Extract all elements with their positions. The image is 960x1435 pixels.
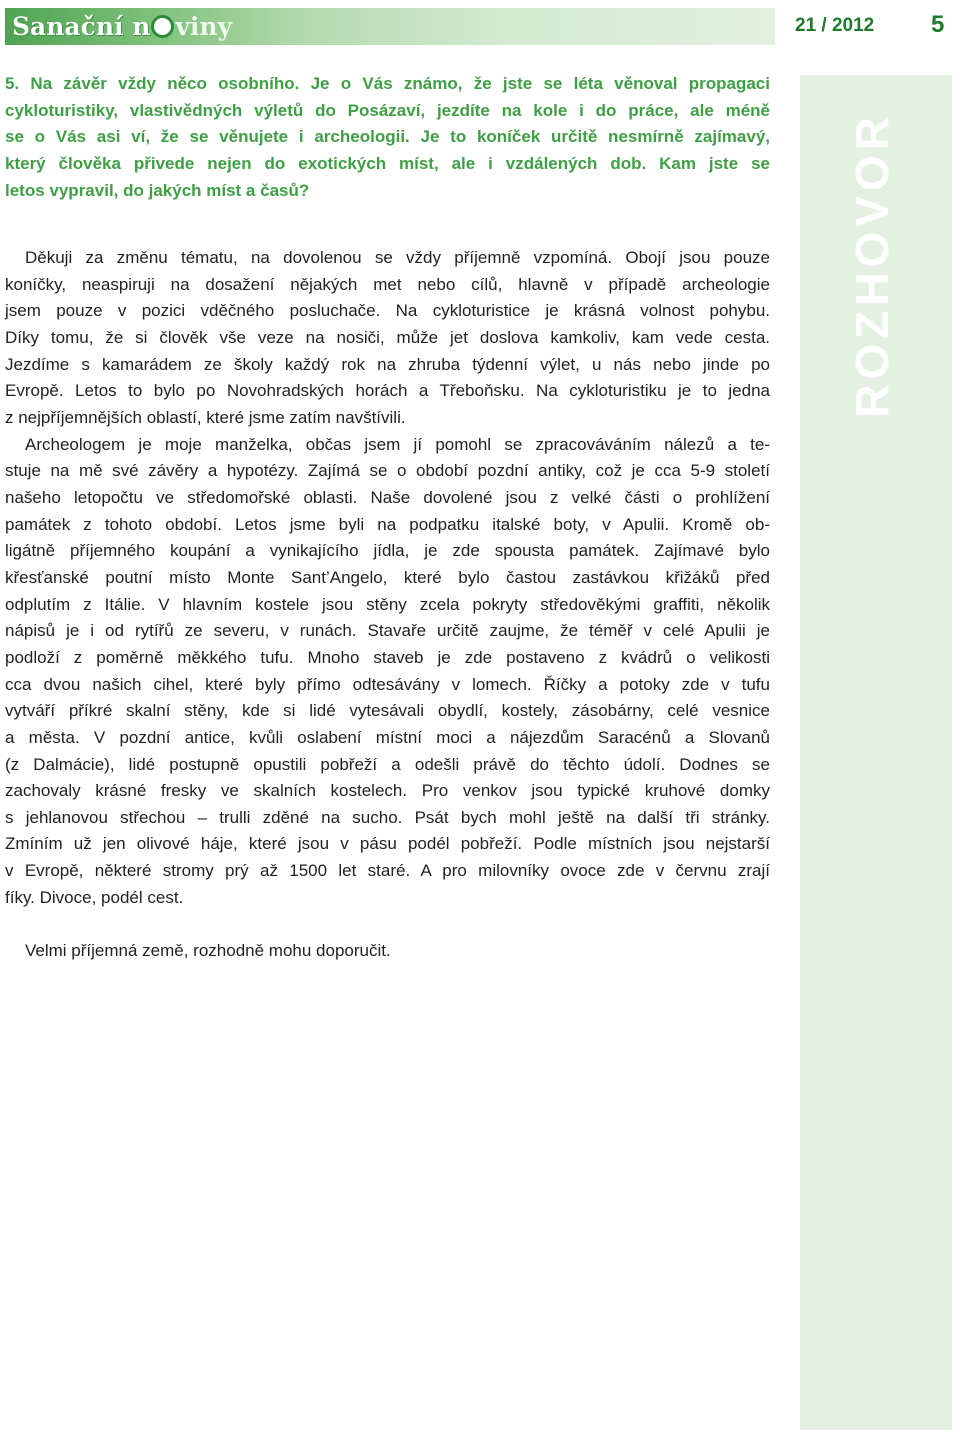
answer-line: Jezdíme s kamarádem ze školy každý rok na zhruba týdenní výlet, u nás nebo jinde po xyxy=(5,354,770,374)
answer-line: našeho letopočtu ve středomořské oblasti. Naše dovolené jsou z velké části o prohlížení xyxy=(5,487,770,507)
answer-line: a města. V pozdní antice, kvůli oslabení místní moci a nájezdům Saracénů a Slovanů xyxy=(5,727,770,747)
interview-answer xyxy=(5,245,770,911)
closing-paragraph xyxy=(5,938,770,965)
answer-line: stuje na mě své závěry a hypotézy. Zajímá se o období pozdní antiky, což je cca 5-9 století xyxy=(5,461,770,481)
question-line: který člověka přivede nejen do exotických míst, ale i vzdálených dob. Kam jste se xyxy=(5,153,770,173)
question-line: 5. Na závěr vždy něco osobního. Je o Vás známo, že jste se léta věnoval propagaci xyxy=(5,74,770,93)
question-line: cykloturistiky, vlastivědných výletů do Posázaví, jezdíte na kole i do práce, ale méně xyxy=(5,100,770,120)
question-line: se o Vás asi ví, že se věnujete i archeologii. Je to koníček určitě nesmírně zajímavý, xyxy=(5,127,770,147)
page-number: 5 xyxy=(931,11,945,38)
masthead-title xyxy=(12,8,232,45)
answer-line: Zmíním už jen olivové háje, které jsou v pásu podél pobřeží. Podle místních jsou nejstarší xyxy=(5,834,770,854)
answer-line: Archeologem je moje manželka, občas jsem jí pomohl se zpracováváním nálezů a te- xyxy=(25,434,770,454)
answer-line: ligátně příjemného koupání a vynikajícího jídla, je zde spousta památek. Zajímavé bylo xyxy=(5,541,770,561)
closing-line: Velmi příjemná země, rozhodně mohu doporučit. xyxy=(25,941,391,961)
answer-line: jsem pouze v pozici vděčného posluchače. Na cykloturistice je krásná volnost pohybu. xyxy=(5,301,770,321)
answer-line: v Evropě, některé stromy prý až 1500 let staré. A pro milovníky ovoce zde v červnu zrají xyxy=(5,861,770,881)
answer-line: odplutím z Itálie. V hlavním kostele jsou stěny zcela pokryty středověkými graffiti, několik xyxy=(5,594,770,614)
answer-line: fíky. Divoce, podél cest. xyxy=(5,887,184,907)
answer-paragraph xyxy=(5,245,770,432)
answer-line: zachovaly krásné fresky ve skalních kostelech. Pro venkov jsou typické kruhové domky xyxy=(5,781,770,801)
article xyxy=(5,71,770,965)
section-label: ROZHOVOR xyxy=(846,112,898,418)
answer-line: nápisů je i od rytířů ze severu, v runách. Stavaře určitě zaujme, že téměř v celé Apulii je xyxy=(5,621,770,641)
interview-question xyxy=(5,71,770,204)
answer-line: vytváří příkré skalní stěny, kde si lidé vytesávali obydlí, kostely, zásobárny, celé vesnice xyxy=(5,701,770,721)
answer-line: Děkuji za změnu tématu, na dovolenou se vždy příjemně vzpomíná. Obojí jsou pouze xyxy=(25,248,770,268)
issue-number: 21 / 2012 xyxy=(795,15,875,36)
answer-line: památek z tohoto období. Letos jsme byli na podpatku italské boty, v Apulii. Kromě ob- xyxy=(5,514,770,534)
question-line: letos vypravil, do jakých míst a časů? xyxy=(5,180,310,200)
answer-line: s jehlanovou střechou – trulli zděné na sucho. Psát bych mohl ještě na další tři stránky. xyxy=(5,807,770,827)
answer-line: z nejpříjemnějších oblastí, které jsme zatím navštívili. xyxy=(5,407,406,427)
answer-line: křesťanské poutní místo Monte Sant’Angelo, které bylo častou zastávkou křižáků před xyxy=(5,567,770,587)
answer-line: Díky tomu, že si člověk vše veze na nosiči, může jet doslova kamkoliv, kam vede cesta. xyxy=(5,328,770,347)
answer-line: (z Dalmácie), lidé postupně opustili pobřeží a odešli právě do těchto údolí. Dodnes se xyxy=(5,754,770,774)
masthead-title-suffix: viny xyxy=(175,12,233,41)
answer-line: Evropě. Letos to bylo po Novohradských horách a Třeboňsku. Na cykloturistiku je to jedna xyxy=(5,381,770,401)
circle-logo-icon xyxy=(151,15,174,38)
answer-line: cca dvou našich cihel, které byly přímo odtesávány v lomech. Říčky a potoky zde v tufu xyxy=(5,674,770,694)
answer-line: koníčky, neaspiruji na dosažení nějakých met nebo cílů, hlavně v případě archeologie xyxy=(5,274,770,294)
section-sidebar xyxy=(800,75,952,1430)
masthead-title-prefix: Sanační n xyxy=(12,12,151,41)
answer-line: podloží z poměrně měkkého tufu. Mnoho staveb je zde postaveno z kvádrů o velikosti xyxy=(5,647,770,667)
answer-paragraph xyxy=(5,432,770,912)
